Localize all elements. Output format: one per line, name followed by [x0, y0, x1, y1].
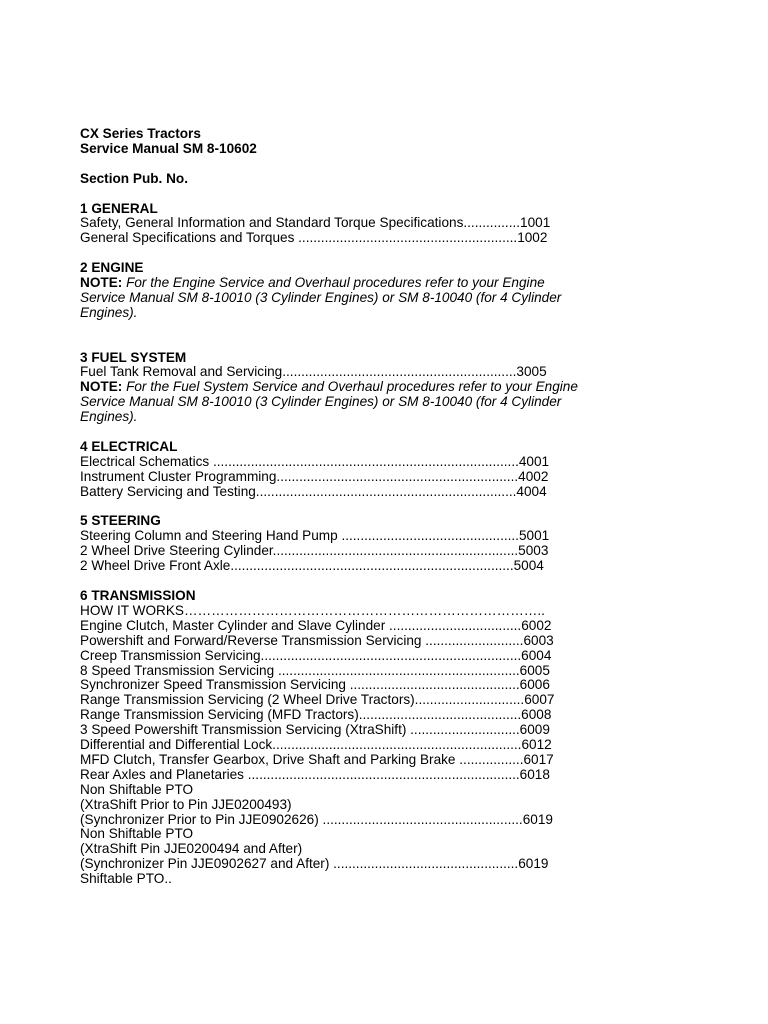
toc-entry: Shiftable PTO.. [80, 871, 172, 887]
toc-entry: Range Transmission Servicing (MFD Tractors)...........................................6008 [80, 707, 552, 723]
toc-entry: Rear Axles and Planetaries ........................................................................6018 [80, 766, 550, 782]
toc-entry: Non Shiftable PTO [80, 826, 194, 842]
section-heading: 1 GENERAL [80, 200, 158, 216]
toc-entry: 2 Wheel Drive Steering Cylinder.................................................................5003 [80, 543, 549, 559]
note-label: NOTE: [80, 379, 123, 395]
toc-entry: 8 Speed Transmission Servicing ................................................................6005 [80, 662, 550, 678]
toc-entry: Range Transmission Servicing (2 Wheel Drive Tractors).............................6007 [80, 692, 555, 708]
toc-entry: 3 Speed Powershift Transmission Servicing (XtraShift) .............................6009 [80, 722, 550, 738]
toc-entry: Differential and Differential Lock..................................................................6012 [80, 737, 552, 753]
toc-entry: General Specifications and Torques ..........................................................1002 [80, 230, 548, 246]
section-heading: 2 ENGINE [80, 260, 144, 276]
toc-entry: (XtraShift Pin JJE0200494 and After) [80, 841, 303, 857]
toc-entry: Creep Transmission Servicing.....................................................................6004 [80, 647, 552, 663]
toc-entry: Synchronizer Speed Transmission Servicing .............................................6006 [80, 677, 550, 693]
toc-entry: (Synchronizer Prior to Pin JJE0902626) .....................................................6019 [80, 811, 553, 827]
toc-entry: Battery Servicing and Testing.....................................................................4004 [80, 483, 547, 499]
document-subtitle: Service Manual SM 8-10602 [80, 140, 257, 156]
toc-entry: (Synchronizer Pin JJE0902627 and After) .................................................6019 [80, 856, 549, 872]
table-of-contents [80, 127, 640, 887]
section-steering [80, 514, 640, 574]
section-heading: 3 FUEL SYSTEM [80, 349, 187, 365]
note-text: Service Manual SM 8-10010 (3 Cylinder Engines) or SM 8-10040 (for 4 Cylinder [80, 394, 562, 410]
note-text: For the Fuel System Service and Overhaul procedures refer to your Engine [122, 379, 578, 395]
section-electrical [80, 440, 640, 500]
section-heading: 6 TRANSMISSION [80, 587, 196, 603]
toc-entry: Steering Column and Steering Hand Pump ...............................................5001 [80, 528, 550, 544]
toc-entry: 2 Wheel Drive Front Axle...........................................................................5004 [80, 558, 544, 574]
note-line [80, 380, 640, 395]
section-transmission [80, 589, 640, 887]
section-general [80, 202, 640, 247]
note-text: Engines). [80, 409, 138, 425]
toc-entry: (XtraShift Prior to Pin JJE0200493) [80, 796, 292, 812]
document-title: CX Series Tractors [80, 126, 201, 141]
toc-entry: Electrical Schematics .................................................................................4001 [80, 453, 550, 469]
toc-entry: Fuel Tank Removal and Servicing..............................................................3005 [80, 364, 547, 380]
note-text: Engines). [80, 304, 138, 320]
note-text: For the Engine Service and Overhaul procedures refer to your Engine [122, 275, 545, 291]
toc-entry: MFD Clutch, Transfer Gearbox, Drive Shaft and Parking Brake .................6017 [80, 751, 554, 767]
toc-entry: Powershift and Forward/Reverse Transmission Servicing ..........................6003 [80, 632, 554, 648]
toc-entry: Safety, General Information and Standard Torque Specifications...............1001 [80, 215, 551, 231]
section-heading: 5 STEERING [80, 513, 161, 529]
note-text: Service Manual SM 8-10010 (3 Cylinder Engines) or SM 8-10040 (for 4 Cylinder [80, 289, 562, 305]
section-engine [80, 261, 640, 321]
toc-entry: Instrument Cluster Programming................................................................4002 [80, 468, 549, 484]
note-label: NOTE: [80, 275, 123, 291]
section-heading: 4 ELECTRICAL [80, 438, 178, 454]
note-line [80, 276, 640, 291]
toc-entry: Non Shiftable PTO [80, 781, 194, 797]
column-heading: Section Pub. No. [80, 170, 188, 186]
section-fuel-system [80, 351, 640, 426]
toc-entry: HOW IT WORKS…………………………………………………………………….. [80, 602, 545, 618]
toc-entry: Engine Clutch, Master Cylinder and Slave Cylinder ...................................6002 [80, 617, 552, 633]
